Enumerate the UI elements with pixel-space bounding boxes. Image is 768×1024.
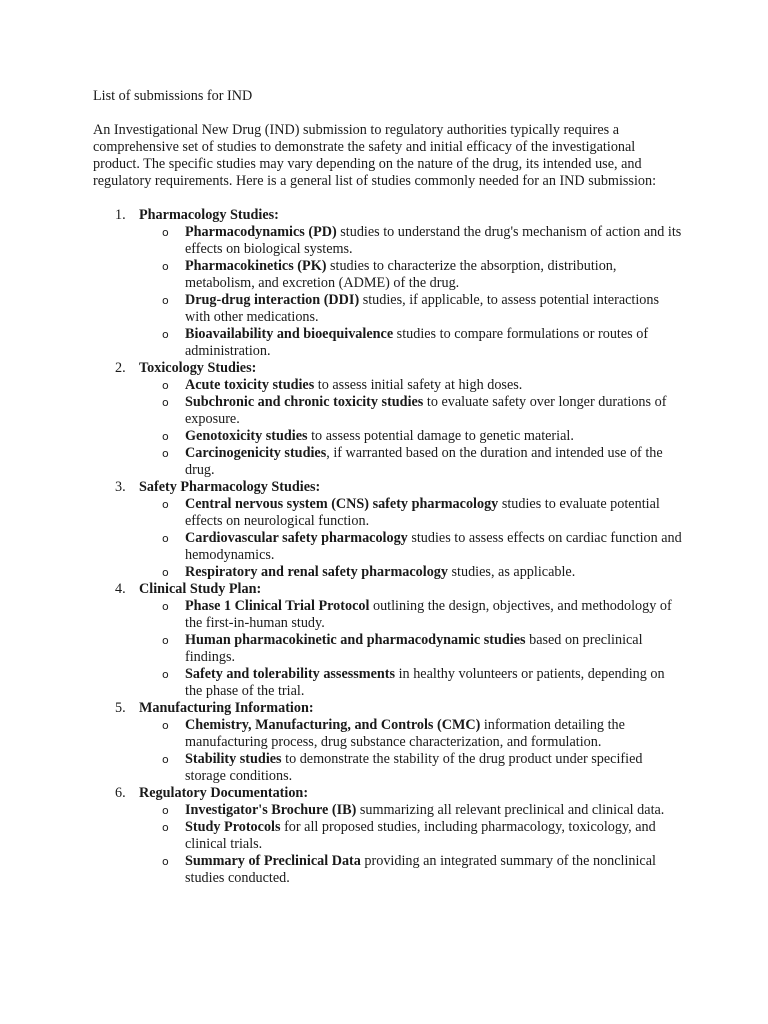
circle-bullet-icon: o xyxy=(162,532,169,545)
study-item xyxy=(139,802,683,819)
study-description: studies to evaluate potential effects on neurological function. xyxy=(185,496,660,529)
section-title: Clinical Study Plan: xyxy=(139,581,262,597)
study-description: studies to understand the drug's mechanism of action and its effects on biological systems. xyxy=(185,224,682,257)
study-description: to evaluate safety over longer durations of exposure. xyxy=(185,394,667,427)
study-item xyxy=(139,445,683,479)
study-list xyxy=(139,802,683,887)
section-number: 3. xyxy=(115,479,126,495)
study-description: providing an integrated summary of the nonclinical studies conducted. xyxy=(185,853,656,886)
study-term: Safety and tolerability assessments xyxy=(185,666,396,682)
circle-bullet-icon: o xyxy=(162,566,169,579)
study-item xyxy=(139,751,683,785)
study-term: Genotoxicity studies xyxy=(185,428,308,444)
study-term: Respiratory and renal safety pharmacology xyxy=(185,564,448,580)
study-term: Subchronic and chronic toxicity studies xyxy=(185,394,424,410)
intro-paragraph: An Investigational New Drug (IND) submission to regulatory authorities typically requires a comprehensive set of studies to demonstrate the safety and initial efficacy of the investigational product. The specific studies may vary depending on the nature of the drug, its intended use, and regulatory requirements. Here is a general list of studies commonly needed for an IND submission: xyxy=(93,122,657,189)
study-description: studies to characterize the absorption, distribution, metabolism, and excretion (ADME) of the drug. xyxy=(185,258,617,291)
study-term: Central nervous system (CNS) safety pharmacology xyxy=(185,496,499,512)
study-item xyxy=(139,224,683,258)
study-description: studies, as applicable. xyxy=(447,564,576,580)
study-description: studies, if applicable, to assess potential interactions with other medications. xyxy=(185,292,660,325)
circle-bullet-icon: o xyxy=(162,634,169,647)
study-description: studies to assess effects on cardiac function and hemodynamics. xyxy=(185,530,682,563)
study-item xyxy=(139,666,683,700)
circle-bullet-icon: o xyxy=(162,294,169,307)
study-term: Pharmacokinetics (PK) xyxy=(185,258,327,274)
study-description: for all proposed studies, including pharmacology, toxicology, and clinical trials. xyxy=(185,819,656,852)
study-term: Pharmacodynamics (PD) xyxy=(185,224,337,240)
section-item xyxy=(93,785,683,887)
section-number: 4. xyxy=(115,581,126,597)
study-item xyxy=(139,428,683,445)
study-item xyxy=(139,258,683,292)
study-item xyxy=(139,819,683,853)
study-term: Chemistry, Manufacturing, and Controls (CMC) xyxy=(185,717,481,733)
circle-bullet-icon: o xyxy=(162,855,169,868)
section-item xyxy=(93,360,683,479)
circle-bullet-icon: o xyxy=(162,379,169,392)
study-description: studies to compare formulations or routes of administration. xyxy=(185,326,649,359)
circle-bullet-icon: o xyxy=(162,804,169,817)
study-item xyxy=(139,326,683,360)
study-item xyxy=(139,394,683,428)
section-title: Regulatory Documentation: xyxy=(139,785,309,801)
study-description: summarizing all relevant preclinical and clinical data. xyxy=(356,802,665,818)
circle-bullet-icon: o xyxy=(162,719,169,732)
study-term: Investigator's Brochure (IB) xyxy=(185,802,357,818)
study-list xyxy=(139,598,683,700)
circle-bullet-icon: o xyxy=(162,668,169,681)
study-item xyxy=(139,853,683,887)
study-list xyxy=(139,224,683,360)
circle-bullet-icon: o xyxy=(162,430,169,443)
section-number: 6. xyxy=(115,785,126,801)
section-number: 1. xyxy=(115,207,126,223)
study-description: to assess potential damage to genetic material. xyxy=(307,428,574,444)
section-number: 5. xyxy=(115,700,126,716)
circle-bullet-icon: o xyxy=(162,498,169,511)
study-list xyxy=(139,377,683,479)
circle-bullet-icon: o xyxy=(162,447,169,460)
study-term: Human pharmacokinetic and pharmacodynamic studies xyxy=(185,632,526,648)
circle-bullet-icon: o xyxy=(162,328,169,341)
study-item xyxy=(139,292,683,326)
study-description: based on preclinical findings. xyxy=(185,632,643,665)
study-term: Phase 1 Clinical Trial Protocol xyxy=(185,598,370,614)
circle-bullet-icon: o xyxy=(162,260,169,273)
study-item xyxy=(139,530,683,564)
study-list xyxy=(139,496,683,581)
circle-bullet-icon: o xyxy=(162,396,169,409)
study-item xyxy=(139,717,683,751)
study-term: Carcinogenicity studies xyxy=(185,445,327,461)
study-term: Study Protocols xyxy=(185,819,281,835)
study-term: Stability studies xyxy=(185,751,282,767)
study-term: Acute toxicity studies xyxy=(185,377,315,393)
study-description: to demonstrate the stability of the drug product under specified storage conditions. xyxy=(185,751,643,784)
study-description: to assess initial safety at high doses. xyxy=(314,377,523,393)
study-term: Drug-drug interaction (DDI) xyxy=(185,292,360,308)
circle-bullet-icon: o xyxy=(162,821,169,834)
study-item xyxy=(139,632,683,666)
study-item xyxy=(139,564,683,581)
study-description: information detailing the manufacturing process, drug substance characterization, and formulation. xyxy=(185,717,625,750)
study-term: Cardiovascular safety pharmacology xyxy=(185,530,408,546)
section-list xyxy=(93,207,683,887)
section-item xyxy=(93,581,683,700)
document-page xyxy=(93,88,683,887)
circle-bullet-icon: o xyxy=(162,600,169,613)
study-term: Summary of Preclinical Data xyxy=(185,853,361,869)
study-item xyxy=(139,377,683,394)
study-description: outlining the design, objectives, and methodology of the first-in-human study. xyxy=(185,598,672,631)
study-description: , if warranted based on the duration and intended use of the drug. xyxy=(185,445,663,478)
study-term: Bioavailability and bioequivalence xyxy=(185,326,394,342)
document-title: List of submissions for IND xyxy=(93,88,253,104)
section-title: Manufacturing Information: xyxy=(139,700,314,716)
study-list xyxy=(139,717,683,785)
section-title: Safety Pharmacology Studies: xyxy=(139,479,321,495)
study-description: in healthy volunteers or patients, depending on the phase of the trial. xyxy=(185,666,665,699)
section-title: Pharmacology Studies: xyxy=(139,207,279,223)
section-item xyxy=(93,207,683,360)
section-title: Toxicology Studies: xyxy=(139,360,257,376)
study-item xyxy=(139,598,683,632)
section-item xyxy=(93,479,683,581)
circle-bullet-icon: o xyxy=(162,753,169,766)
circle-bullet-icon: o xyxy=(162,226,169,239)
section-item xyxy=(93,700,683,785)
section-number: 2. xyxy=(115,360,126,376)
study-item xyxy=(139,496,683,530)
